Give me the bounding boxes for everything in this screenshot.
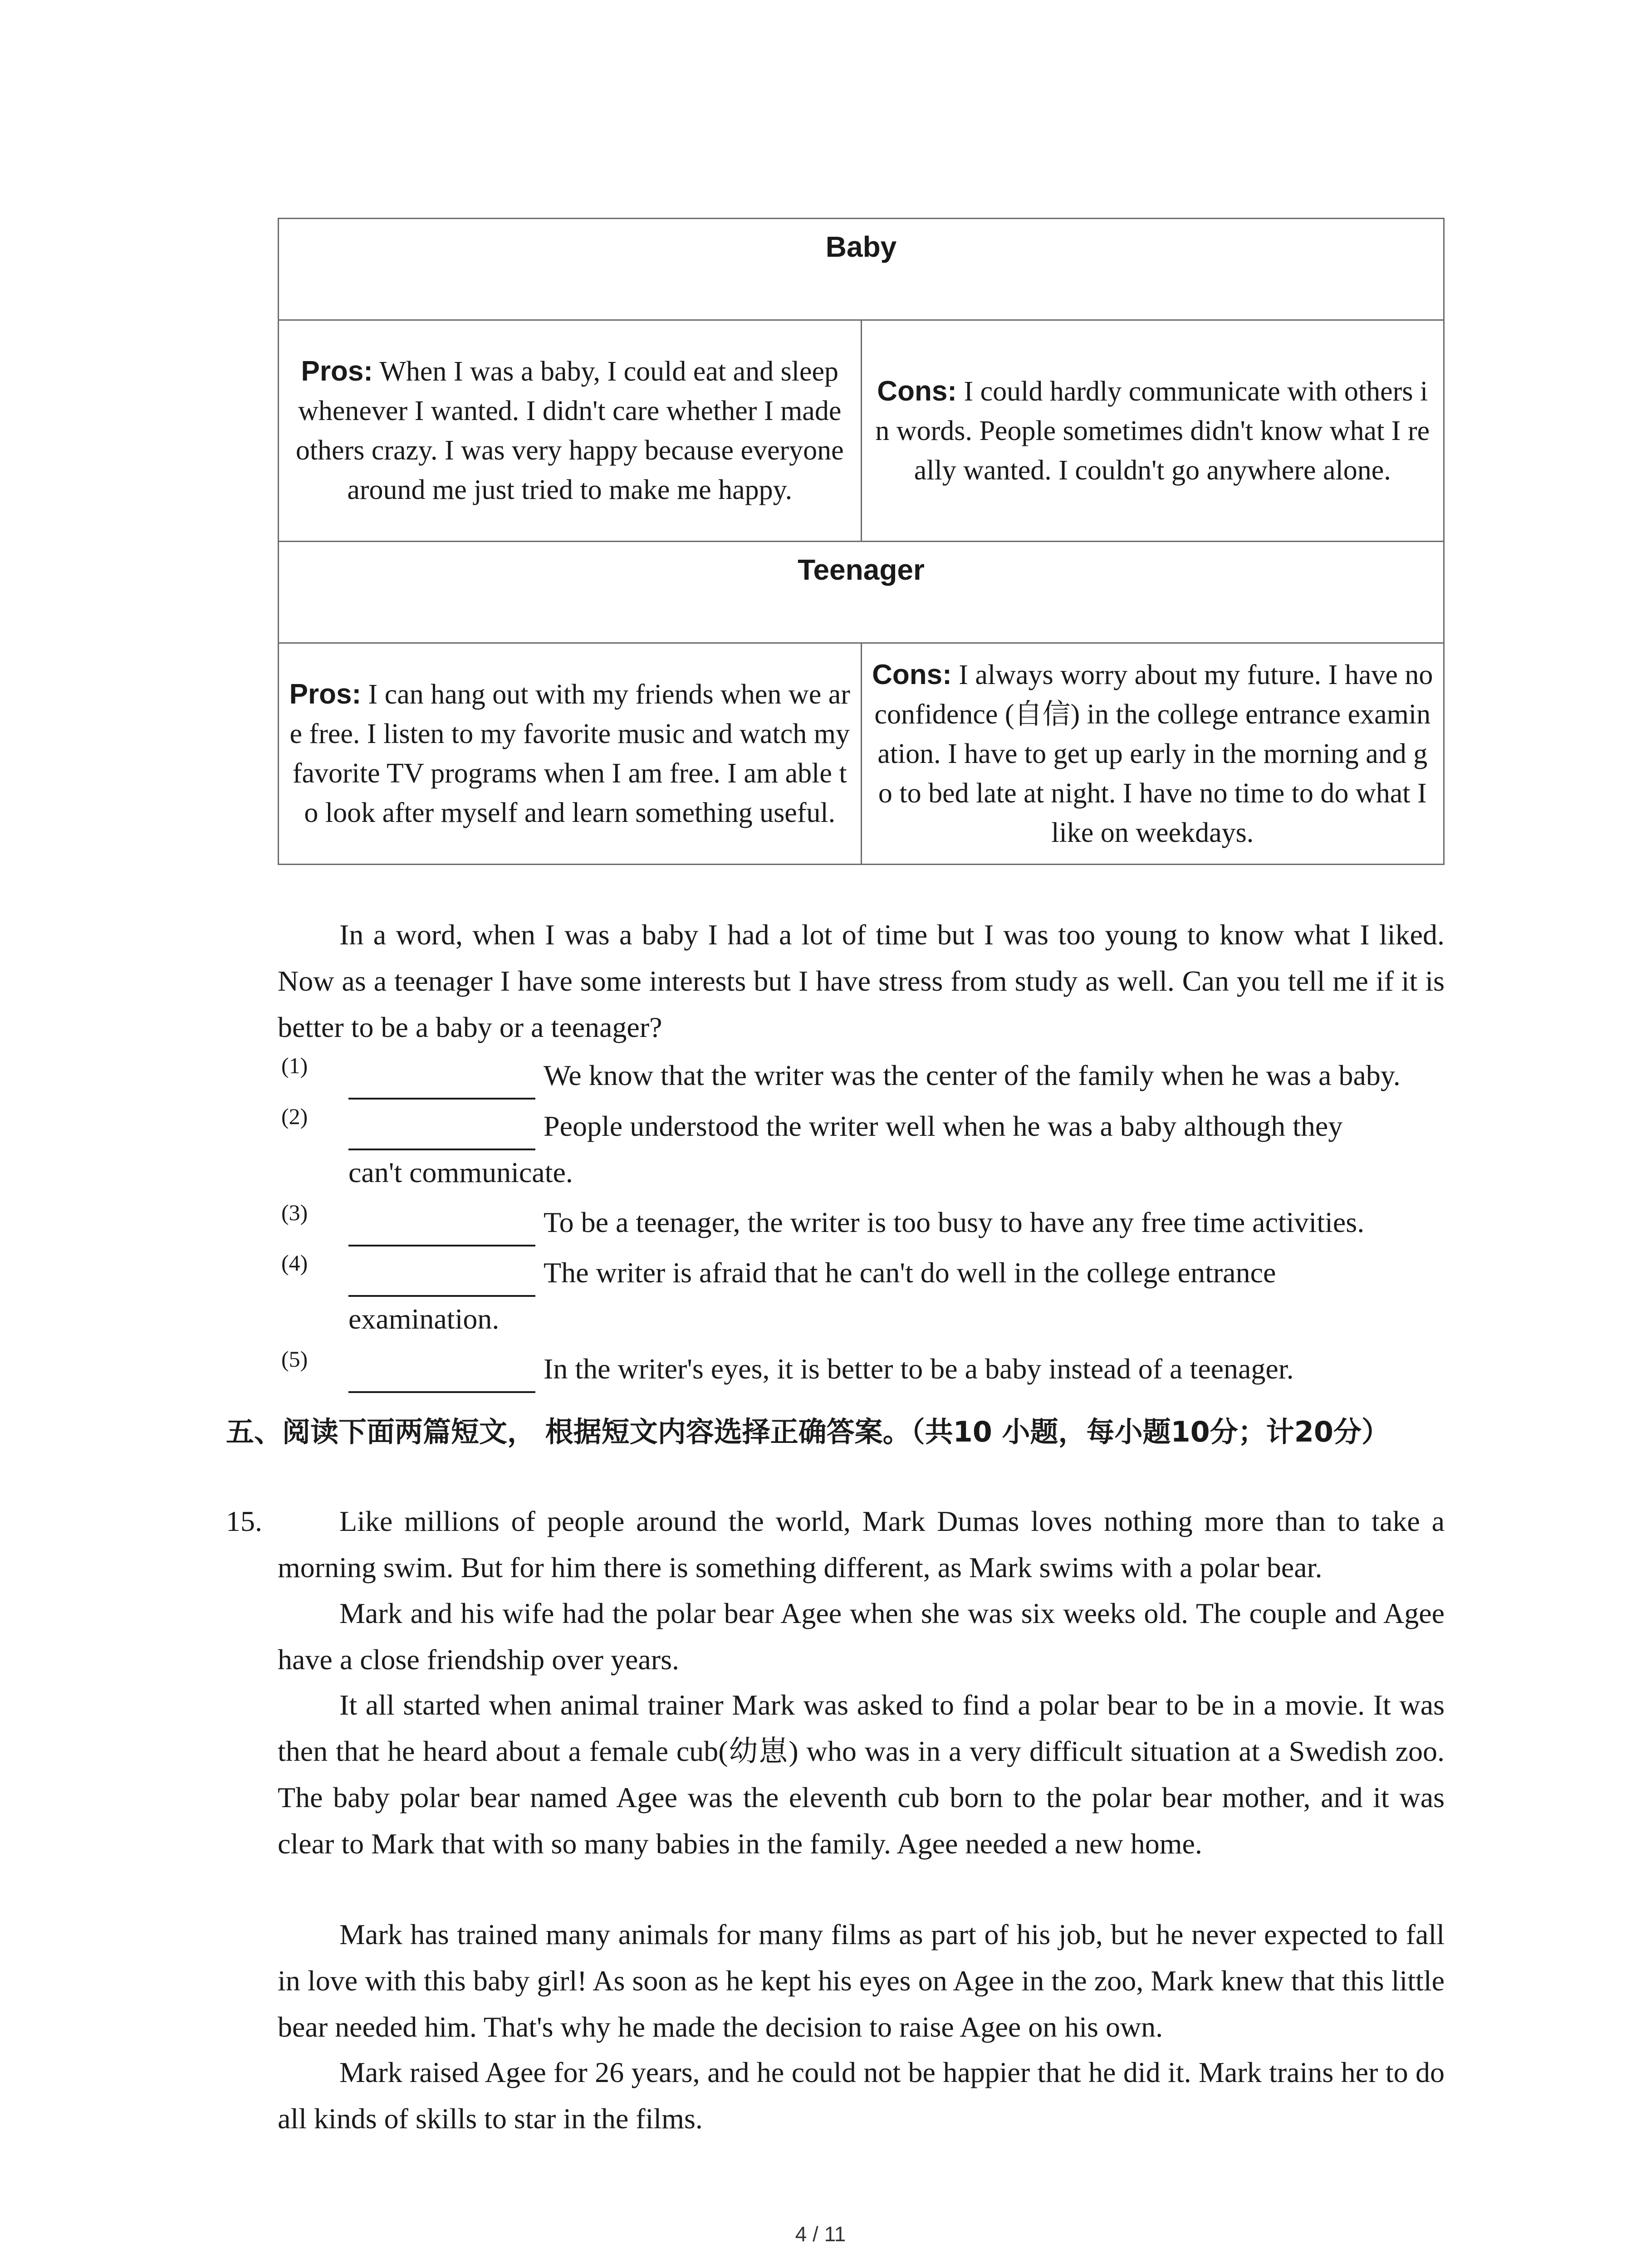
teen-cons-text: I always worry about my future. I have no confidence (自信) in the college entrance examination. I have to get up early in the morning and go to bed late at night. I have no time to do what I like on weekdays. — [874, 659, 1433, 848]
teen-heading: Teenager — [279, 542, 1444, 643]
page-number: 4 / 11 — [795, 2222, 846, 2246]
question-number-15: 15. — [226, 1505, 262, 1537]
teen-pros-label: Pros: — [289, 679, 362, 710]
question-text: People understood the writer well when he was a baby although they — [544, 1110, 1343, 1142]
passage-paragraph: It all started when animal trainer Mark was asked to find a polar bear to be in a movie. It was then that he heard about a female cub(幼崽) who was in a very difficult situation at a Swedish zoo. The baby polar bear named Agee was the eleventh cub born to the polar bear mother, and it was clear to Mark that with so many babies in the family. Agee needed a new home. — [278, 1689, 1445, 1860]
question-text: We know that the writer was the center of the family when he was a baby. — [544, 1059, 1401, 1091]
question-number: (1) — [281, 1053, 308, 1078]
question-text: The writer is afraid that he can't do well in the college entrance — [544, 1256, 1276, 1289]
passage-paragraph: Mark raised Agee for 26 years, and he could not be happier that he did it. Mark trains her to do all kinds of skills to star in the films. — [278, 2056, 1445, 2135]
teen-cons-cell — [861, 643, 1444, 865]
baby-pros-cell — [279, 320, 862, 542]
summary-paragraph: In a word, when I was a baby I had a lot of time but I was too young to know what I liked. Now as a teenager I have some interests but I have stress from study as well. Can you tell me if it is better to be a baby or a teenager? — [278, 919, 1445, 1043]
section-five-heading: 五、阅读下面两篇短文， 根据短文内容选择正确答案。（共10 小题，每小题10分；计20分） — [226, 1415, 1390, 1448]
question-number: (4) — [281, 1250, 308, 1276]
baby-pros-text: When I was a baby, I could eat and sleep whenever I wanted. I didn't care whether I made others crazy. I was very happy because everyone around me just tried to make me happy. — [295, 356, 844, 505]
teen-pros-text: I can hang out with my friends when we are free. I listen to my favorite music and watch my favorite TV programs when I am free. I am able to look after myself and learn something useful. — [289, 679, 850, 828]
baby-pros-label: Pros: — [301, 356, 373, 387]
passage-paragraph: Like millions of people around the world, Mark Dumas loves nothing more than to take a morning swim. But for him there is something different, as Mark swims with a polar bear. — [278, 1505, 1445, 1584]
passage-paragraph: Mark has trained many animals for many films as part of his job, but he never expected to fall in love with this baby girl! As soon as he kept his eyes on Agee in the zoo, Mark knew that this little bear needed him. That's why he made the decision to raise Agee on his own. — [278, 1918, 1445, 2043]
baby-heading: Baby — [279, 219, 1444, 320]
question-text-continued: examination. — [348, 1303, 500, 1335]
question-text: In the writer's eyes, it is better to be a baby instead of a teenager. — [544, 1353, 1294, 1385]
teen-cons-label: Cons: — [872, 659, 952, 690]
question-text: To be a teenager, the writer is too busy to have any free time activities. — [544, 1206, 1365, 1238]
passage-paragraph: Mark and his wife had the polar bear Agee when she was six weeks old. The couple and Agee have a close friendship over years. — [278, 1597, 1445, 1676]
baby-cons-label: Cons: — [877, 375, 957, 407]
teen-pros-cell — [279, 643, 862, 865]
baby-cons-text: I could hardly communicate with others in words. People sometimes didn't know what I really wanted. I couldn't go anywhere alone. — [875, 376, 1430, 486]
answer-blank[interactable] — [348, 1098, 535, 1100]
pros-cons-table — [278, 218, 1445, 865]
answer-blank[interactable] — [348, 1245, 535, 1246]
question-number: (3) — [281, 1200, 308, 1225]
answer-blank[interactable] — [348, 1391, 535, 1393]
baby-cons-cell — [861, 320, 1444, 542]
question-number: (5) — [281, 1346, 308, 1372]
question-number: (2) — [281, 1104, 308, 1129]
question-text-continued: can't communicate. — [348, 1156, 573, 1188]
